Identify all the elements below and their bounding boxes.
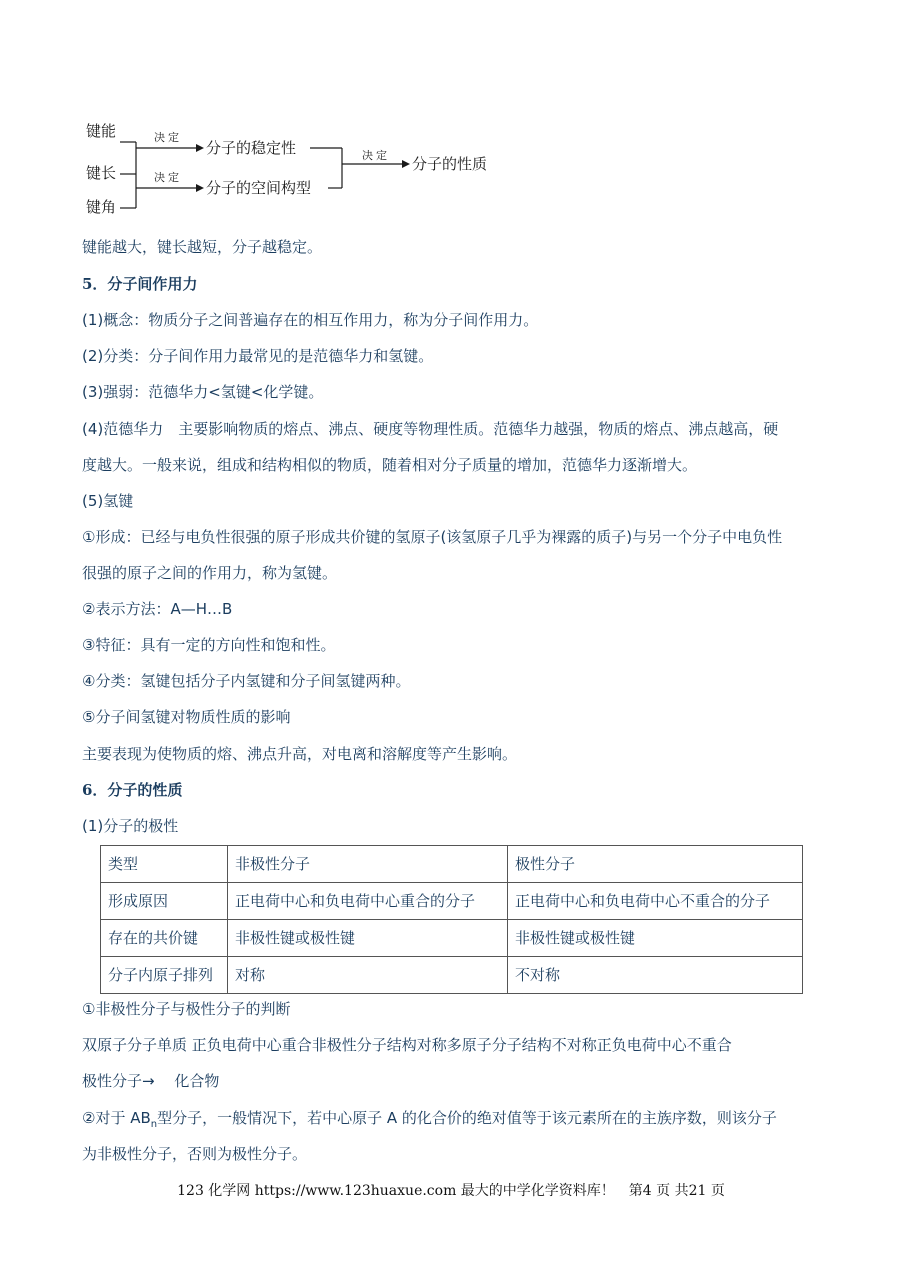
table-cell: 正电荷中心和负电荷中心重合的分子 [228,883,508,920]
text-line: 双原子分子单质 正负电荷中心重合非极性分子结构对称多原子分子结构不对称正负电荷中心不重合 [82,1036,732,1054]
text-line: 度越大。一般来说，组成和结构相似的物质，随着相对分子质量的增加，范德华力逐渐增大。 [82,456,698,474]
section-heading-5: 5．分子间作用力 [82,275,198,293]
text-line: 主要表现为使物质的熔、沸点升高，对电离和溶解度等产生影响。 [82,745,518,763]
page-footer: 123 化学网 https://www.123huaxue.com 最大的中学化学资料库！ 第4 页 共21 页 [177,1183,725,1199]
table-row [101,883,803,920]
diagram-decide-3: 决定 [362,149,390,162]
diagram-bond-length: 键长 [86,164,117,182]
text-line: (5)氢键 [82,492,134,510]
table-cell: 存在的共价键 [101,920,228,957]
text-line: 键能越大，键长越短，分子越稳定。 [82,238,323,256]
table-cell: 非极性键或极性键 [228,920,508,957]
table-cell: 不对称 [508,957,803,994]
diagram-decide-1: 决定 [154,131,182,144]
text-line: ③特征：具有一定的方向性和饱和性。 [82,636,336,654]
table-row [101,846,803,883]
text-line: (1)概念：物质分子之间普遍存在的相互作用力，称为分子间作用力。 [82,311,539,329]
diagram-molecular-properties: 分子的性质 [412,155,488,173]
table-cell: 对称 [228,957,508,994]
abn-rest: 型分子，一般情况下，若中心原子 A 的化合价的绝对值等于该元素所在的主族序数，则该分子 [157,1109,777,1127]
diagram-spatial-config: 分子的空间构型 [206,179,312,197]
text-line-abn [82,1107,777,1136]
text-line: ①非极性分子与极性分子的判断 [82,1000,291,1018]
text-line: 极性分子→ 化合物 [82,1072,220,1090]
table-cell: 非极性键或极性键 [508,920,803,957]
polarity-table [100,845,803,994]
abn-subscript: n [150,1119,158,1130]
section-heading-6: 6．分子的性质 [82,781,183,799]
text-line: ①形成：已经与电负性很强的原子形成共价键的氢原子(该氢原子几乎为裸露的质子)与另一个分子中电负性 [82,528,783,546]
text-line: ②表示方法：A—H…B [82,600,233,618]
text-line: 为非极性分子，否则为极性分子。 [82,1145,308,1163]
text-line: ④分类：氢键包括分子内氢键和分子间氢键两种。 [82,672,411,690]
table-cell: 正电荷中心和负电荷中心不重合的分子 [508,883,803,920]
table-cell: 类型 [101,846,228,883]
text-line: (3)强弱：范德华力<氢键<化学键。 [82,383,324,401]
diagram-decide-2: 决定 [154,171,182,184]
abn-prefix: ②对于 AB [82,1109,151,1127]
table-cell: 分子内原子排列 [101,957,228,994]
diagram-bond-energy: 键能 [86,122,117,140]
text-line: (1)分子的极性 [82,817,179,835]
diagram-bond-angle: 键角 [86,198,117,216]
text-line: ⑤分子间氢键对物质性质的影响 [82,708,291,726]
table-cell: 形成原因 [101,883,228,920]
diagram-stability: 分子的稳定性 [206,139,297,157]
table-cell: 非极性分子 [228,846,508,883]
table-row [101,957,803,994]
text-line: (2)分类：分子间作用力最常见的是范德华力和氢键。 [82,347,434,365]
text-line: (4)范德华力 主要影响物质的熔点、沸点、硬度等物理性质。范德华力越强，物质的熔点、沸点越高，硬 [82,420,779,438]
text-line: 很强的原子之间的作用力，称为氢键。 [82,564,338,582]
table-cell: 极性分子 [508,846,803,883]
bond-parameter-diagram [80,112,520,222]
table-row [101,920,803,957]
